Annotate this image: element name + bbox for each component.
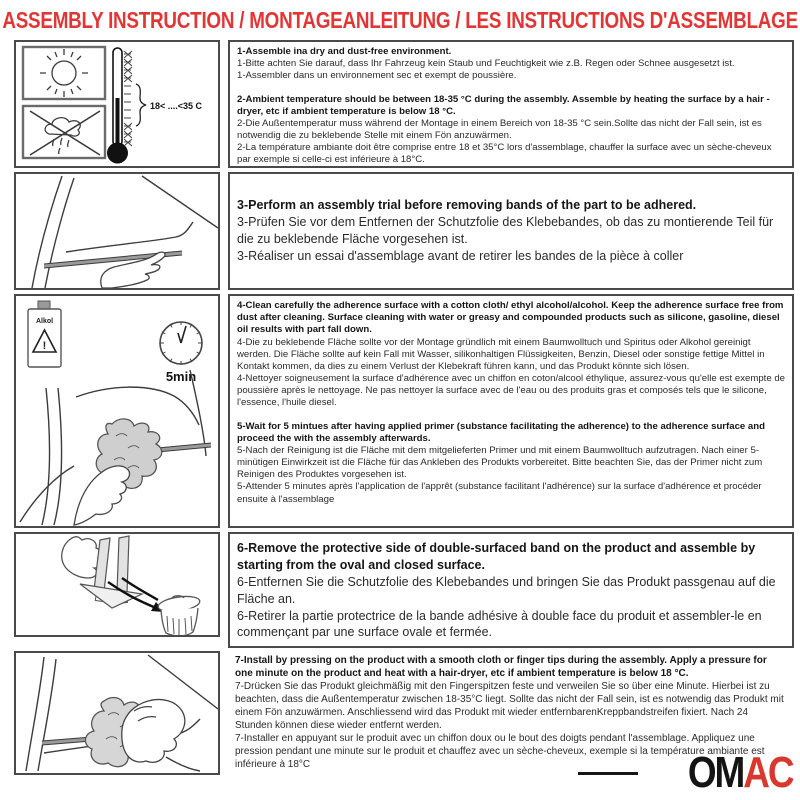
instructions-6 [228, 532, 794, 648]
climate-thermometer-illustration [16, 42, 218, 166]
section-6-en: 6-Remove the protective side of double-surfaced band on the product and assemble by starting from the oval and closed surface. [237, 541, 756, 572]
section-1 [237, 46, 785, 83]
section-5-de: 5-Nach der Reinigung ist die Fläche mit dem mitgelieferten Primer und mit einem Baumwolltuch aufzutragen. Nach einer 5-minütigen Einwirkzeit ist die Fläche für das Ankleben des Produkts vorbereitet. Bitte beachten Sie, das der Primer nicht zum Reinigen des Produktes vorgesehen ist. [237, 444, 763, 481]
section-5-en: 5-Wait for 5 mintues after having applied primer (substance facilitating the adherence) to the adherence surface and proceed the with the assembly afterwards. [237, 420, 765, 444]
press-cloth-illustration [16, 653, 218, 773]
section-2-de: 2-Die Außentemperatur muss während der Montage in einem Bereich von 18-35 °C sein.Sollte das nicht der Fall sein, ist es notwendig die zu beklebende Stelle mit einem Fön anzuwärmen. [237, 117, 762, 142]
section-6 [237, 540, 785, 641]
section-4-en: 4-Clean carefully the adherence surface with a cotton cloth/ ethyl alcohol/alcohol. Keep the adherence surface free from dust after cleaning. Surface cleaning with water or greasy and compounded products such as silicone, gasoline, diesel oil results with part fall down. [237, 300, 784, 336]
clock-icon [160, 322, 202, 384]
section-6-fr: 6-Retirer la partie protectrice de la bande adhésive à double face du produit et assembler-le en commençant par une surface ovale et fermée. [237, 608, 762, 640]
section-5 [237, 421, 785, 506]
section-3 [237, 197, 785, 265]
peel-band-illustration [16, 534, 218, 635]
cleaning-illustration [16, 296, 218, 526]
section-6-de: 6-Entfernen Sie die Schutzfolie des Klebebandes und bringen Sie das Produkt passgenau auf die Fläche an. [237, 574, 776, 606]
section-1-fr: 1-Assembler dans un environnement sec et exempt de poussière. [237, 70, 517, 82]
section-4-fr: 4-Nettoyer soigneusement la surface d'adhérence avec un chiffon en coton/alcool éthylique, assurez-vous qu'elle est exempte de poussière après le nettoyage. Ne pas nettoyer la surface avec de l'eau ou des produits gras et composés tels que le silicone, l'essence, l'huile diesel. [237, 373, 785, 409]
page-title-text: ASSEMBLY INSTRUCTION / MONTAGEANLEITUNG / LES INSTRUCTIONS D'ASSEMBLAGE [2, 6, 798, 33]
section-3-de: 3-Prüfen Sie vor dem Entfernen der Schutzfolie des Klebebandes, ob das zu montierende Teil für die zu beklebende Fläche vorgesehen ist. [237, 215, 774, 246]
section-2 [237, 94, 785, 167]
page-title [0, 4, 800, 36]
section-2-fr: 2-La température ambiante doit être comprise entre 18 et 35°C lors d'assemblage, chauffer la surface avec un sèche-cheveux par exemple si celle-ci est inférieure à 18°C. [237, 142, 772, 166]
clock-label: 5min [165, 369, 197, 384]
section-1-de: 1-Bitte achten Sie darauf, dass Ihr Fahrzeug kein Staub und Feuchtigkeit wie z.B. Regen oder Schnee ausgesetzt ist. [237, 58, 735, 70]
warning-exclamation: ! [42, 340, 47, 352]
section-4 [237, 300, 785, 410]
illustration-press-product [14, 651, 220, 775]
hand-outline [74, 466, 129, 525]
illustration-remove-band [14, 532, 220, 637]
section-3-fr: 3-Réaliser un essai d'assemblage avant de retirer les bandes de la pièce à coller [237, 248, 684, 263]
section-2-en: 2-Ambient temperature should be between 18-35 °C during the assembly. Assemble by heating the surface by a hair -dryer, etc if ambient temperature is below 18 °C. [237, 93, 770, 117]
range-brace [136, 84, 146, 126]
section-7-fr: 7-Installer en appuyant sur le produit avec un chiffon doux ou le bout des doigts pendant l'assemblage. Appliquez une pression pendant une minute sur le produit et chauffez avec un sèche-cheveux, exemple si la température ambiante est inférieure à 18°C [235, 733, 765, 770]
section-5-fr: 5-Attender 5 minutes après l'application de l'apprêt (substance facilitant l'adhérence) sur la surface d'adhérence et procéder ensuite à l'assemblage [237, 481, 762, 505]
instructions-3 [228, 172, 794, 290]
instructions-1-2 [228, 40, 794, 168]
alcohol-label: Alkol [35, 318, 54, 325]
section-3-en: 3-Perform an assembly trial before removing bands of the part to be adhered. [237, 198, 697, 213]
illustration-cleaning-primer [14, 294, 220, 528]
hand-outline [62, 537, 101, 578]
section-7-de: 7-Drücken Sie das Produkt gleichmäßig mit den Fingerspitzen feste und verweilen Sie so über eine Minute. Hierbei ist zu beachten, dass die Außentemperatur zwischen 18-35°C liegt. Sollte das nicht der Fall sein, ist es notwendig das Produkt mit einem Fön anzuwärmen. Anschliessend wird das Produkt mit wieder entfernbarenKreppbandstreifen fixiert. Nach 24 Stunden können diese wieder entfernt werden. [235, 681, 784, 731]
brand-logo [578, 748, 792, 798]
hand-trial-illustration [16, 174, 218, 288]
instructions-4-5 [228, 294, 794, 528]
section-1-en: 1-Assemble ina dry and dust-free environment. [237, 46, 452, 57]
illustration-assembly-trial [14, 172, 220, 290]
alcohol-bottle-icon [28, 301, 61, 367]
logo-wordmark [687, 748, 792, 798]
section-7-en: 7-Install by pressing on the product with a smooth cloth or finger tips during the assembly. Apply a pressure for one minute on the product and heat with a hair-dryer, etc if ambient temperature is below 18 °C. [235, 655, 767, 679]
section-4-de: 4-Die zu beklebende Fläche sollte vor der Montage gründlich mit einem Baumwolltuch und Spiritus oder Alkohol gereinigt werden. Die Fläche sollte auf kein Fall mit Wasser, silikonhaltigen Flüssigkeiten, Benzin, Diesel oder sonstige fettige Mittel in Kontakt kommen, da dies zu einem Verlust der Klebekraft führen kann, und das Produkt könnte sich lösen. [237, 336, 765, 372]
illustration-environment-temperature [14, 40, 220, 168]
trash-can-icon [157, 594, 201, 635]
logo-ac: AC [742, 748, 792, 797]
thermo-range-label: 18< ....<35 C [150, 101, 203, 111]
thermometer-icon [107, 48, 203, 164]
logo-rule [578, 772, 638, 775]
logo-om: OM [687, 748, 743, 797]
